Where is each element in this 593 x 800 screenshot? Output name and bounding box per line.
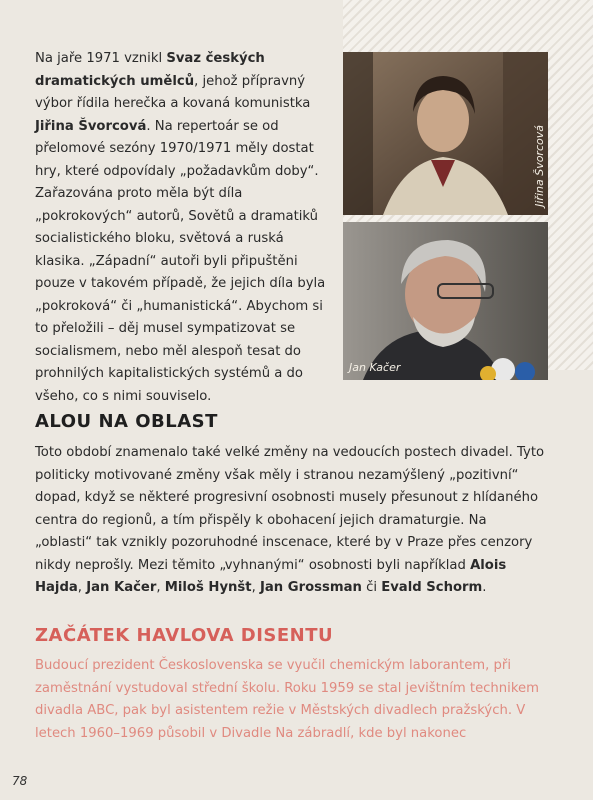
name-grossman: Jan Grossman	[259, 580, 362, 595]
intro-text: Na jaře 1971 vznikl	[35, 51, 167, 66]
name-kacer: Jan Kačer	[86, 580, 157, 595]
photo-jan-kacer	[343, 222, 548, 380]
section-paragraph-havel: Budoucí prezident Československa se vyučil chemickým laborantem, při zaměstnání vystudoval střední školu. Roku 1959 se stal jevištním technikem divadla ABC, pak byl asistentem režie v Městských divadlech pražských. V letech 1960–1969 působil v Divadle Na zábradlí, kde byl nakonec	[35, 658, 539, 741]
portrait-kacer-image	[343, 222, 548, 380]
name-schorm: Evald Schorm	[381, 580, 483, 595]
section-heading-havel: ZAČÁTEK HAVLOVA DISENTU	[35, 625, 334, 646]
photo-caption-kacer: Jan Kačer	[349, 361, 401, 374]
separator: či	[361, 580, 382, 595]
intro-paragraph	[35, 48, 335, 408]
photo-jirina-svorcova	[343, 52, 548, 215]
photo-caption-svorcova: Jiřina Švorcová	[533, 125, 546, 207]
name-hajda: Alois Hajda	[35, 557, 507, 595]
oblast-text: Toto období znamenalo také velké změny na vedoucích postech divadel. Tyto politicky motivované změny však měly i stranou nezamýšlený „pozitivní“ dopad, když se některé progresivní osobnosti musely přesunout z hlídaného centra do regionů, a tím přispěly k obohacení jejich dramaturgie. Na „oblasti“ tak vznikly pozoruhodné inscenace, které by v Praze přes cenzory nikdy neprošly. Mezi těmito „vyhnanými“ osobnosti byli například	[35, 445, 545, 573]
separator: ,	[251, 580, 260, 595]
separator: ,	[156, 580, 165, 595]
intro-text: , jehož přípravný výbor řídila herečka a kovaná komunistka	[35, 73, 311, 111]
intro-bold-svorcova: Jiřina Švorcová	[35, 118, 147, 134]
portrait-svorcova-image	[343, 52, 548, 215]
name-hynst: Miloš Hynšt	[164, 580, 252, 595]
intro-text: . Na repertoár se od přelomové sezóny 1970/1971 měly dostat hry, které odpovídaly „požadavkům doby“. Zařazována proto měla být díla „pokrokových“ autorů, Sovětů a dramatiků socialistického bloku, světová a ruská klasika. „Západní“ autoři byli připuštěni pouze v takovém případě, že jejich díla byla „pokroková“ či „humanistická“. Abychom si to přeložili – děj musel sympatizovat se socialismem, nebo měl alespoň tesat do prohnilých kapitalistických systémů a do všeho, co s nimi souviselo.	[35, 118, 326, 404]
page-number: 78	[12, 774, 28, 788]
intro-bold-svaz: Svaz českých dramatických umělců	[35, 51, 265, 89]
period: .	[482, 580, 487, 595]
separator: ,	[77, 580, 87, 595]
section-paragraph-oblast	[35, 442, 545, 600]
section-heading-oblast: ALOU NA OBLAST	[35, 411, 218, 432]
